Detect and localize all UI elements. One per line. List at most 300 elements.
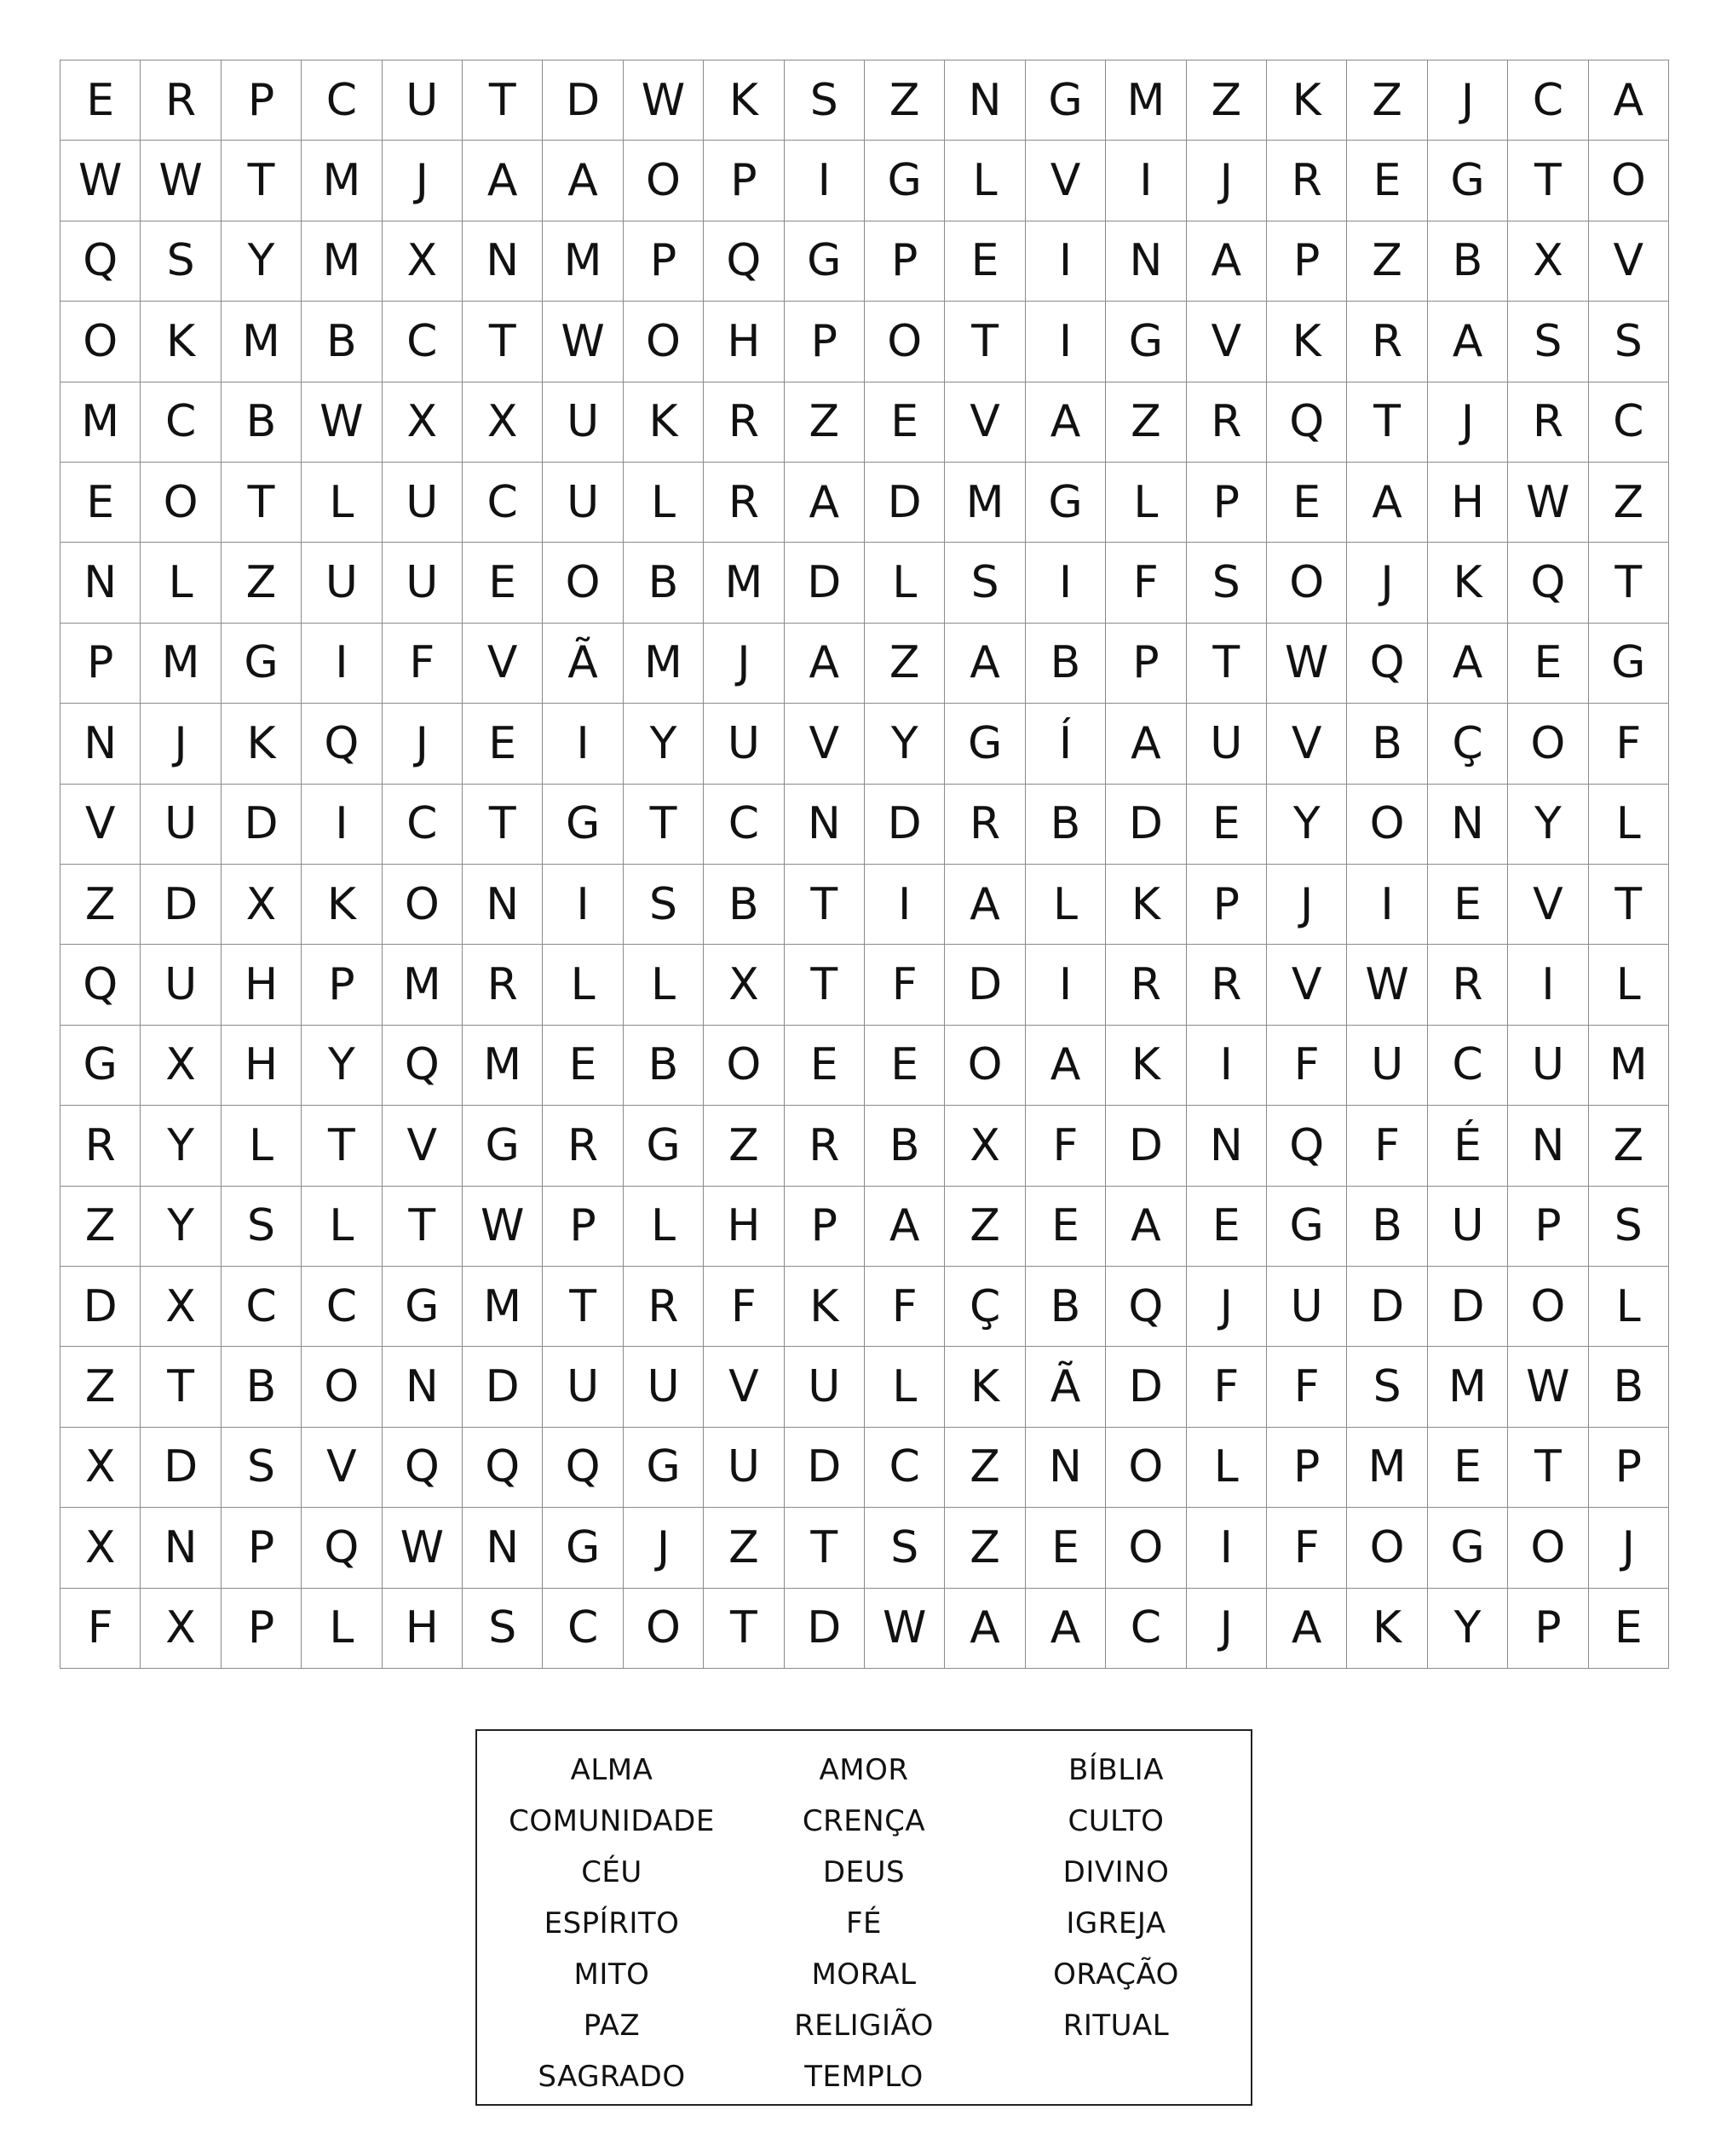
grid-cell[interactable]: H (1428, 463, 1508, 543)
grid-cell[interactable]: O (624, 141, 704, 221)
grid-cell[interactable]: F (865, 945, 945, 1025)
grid-cell[interactable]: K (785, 1267, 865, 1347)
grid-cell[interactable]: I (302, 624, 382, 704)
grid-cell[interactable]: G (945, 704, 1025, 784)
grid-cell[interactable]: D (785, 1428, 865, 1508)
grid-cell[interactable]: T (1589, 543, 1669, 623)
grid-cell[interactable]: R (543, 1106, 623, 1186)
grid-cell[interactable]: X (383, 382, 463, 463)
grid-cell[interactable]: U (624, 1347, 704, 1427)
grid-cell[interactable]: Z (865, 624, 945, 704)
grid-cell[interactable]: B (222, 382, 302, 463)
grid-cell[interactable]: X (383, 221, 463, 302)
grid-cell[interactable]: T (1508, 141, 1588, 221)
grid-cell[interactable]: F (1589, 704, 1669, 784)
grid-cell[interactable]: V (1267, 945, 1347, 1025)
grid-cell[interactable]: A (1267, 1589, 1347, 1669)
grid-cell[interactable]: V (302, 1428, 382, 1508)
grid-cell[interactable]: L (1589, 785, 1669, 865)
grid-cell[interactable]: W (1508, 463, 1588, 543)
grid-cell[interactable]: F (1267, 1508, 1347, 1588)
grid-cell[interactable]: J (1589, 1508, 1669, 1588)
grid-cell[interactable]: J (141, 704, 221, 784)
grid-cell[interactable]: F (865, 1267, 945, 1347)
grid-cell[interactable]: M (1347, 1428, 1427, 1508)
grid-cell[interactable]: A (543, 141, 623, 221)
grid-cell[interactable]: X (463, 382, 543, 463)
grid-cell[interactable]: X (141, 1589, 221, 1669)
grid-cell[interactable]: P (624, 221, 704, 302)
grid-cell[interactable]: P (1187, 463, 1267, 543)
grid-cell[interactable]: Y (222, 221, 302, 302)
grid-cell[interactable]: O (1508, 1508, 1588, 1588)
grid-cell[interactable]: Z (60, 1347, 141, 1427)
grid-cell[interactable]: L (302, 463, 382, 543)
grid-cell[interactable]: F (1347, 1106, 1427, 1186)
grid-cell[interactable]: O (704, 1026, 784, 1106)
grid-cell[interactable]: E (1267, 463, 1347, 543)
grid-cell[interactable]: L (865, 543, 945, 623)
grid-cell[interactable]: B (624, 543, 704, 623)
grid-cell[interactable]: M (302, 221, 382, 302)
grid-cell[interactable]: D (945, 945, 1025, 1025)
grid-cell[interactable]: V (704, 1347, 784, 1427)
grid-cell[interactable]: R (704, 382, 784, 463)
grid-cell[interactable]: U (1187, 704, 1267, 784)
grid-cell[interactable]: O (624, 1589, 704, 1669)
grid-cell[interactable]: O (1508, 1267, 1588, 1347)
grid-cell[interactable]: Y (141, 1106, 221, 1186)
grid-cell[interactable]: R (60, 1106, 141, 1186)
grid-cell[interactable]: Z (1187, 60, 1267, 141)
grid-cell[interactable]: J (1267, 865, 1347, 945)
grid-cell[interactable]: P (222, 60, 302, 141)
grid-cell[interactable]: C (302, 60, 382, 141)
grid-cell[interactable]: K (1106, 1026, 1186, 1106)
grid-cell[interactable]: P (1508, 1589, 1588, 1669)
grid-cell[interactable]: Z (945, 1187, 1025, 1267)
grid-cell[interactable]: U (1508, 1026, 1588, 1106)
grid-cell[interactable]: T (1508, 1428, 1588, 1508)
grid-cell[interactable]: E (463, 704, 543, 784)
grid-cell[interactable]: T (624, 785, 704, 865)
grid-cell[interactable]: T (463, 60, 543, 141)
grid-cell[interactable]: P (1106, 624, 1186, 704)
grid-cell[interactable]: E (1347, 141, 1427, 221)
grid-cell[interactable]: P (865, 221, 945, 302)
grid-cell[interactable]: P (1267, 1428, 1347, 1508)
grid-cell[interactable]: G (543, 1508, 623, 1588)
grid-cell[interactable]: L (624, 463, 704, 543)
grid-cell[interactable]: J (383, 704, 463, 784)
grid-cell[interactable]: E (865, 1026, 945, 1106)
grid-cell[interactable]: Q (1508, 543, 1588, 623)
grid-cell[interactable]: T (785, 945, 865, 1025)
grid-cell[interactable]: N (463, 1508, 543, 1588)
grid-cell[interactable]: O (1508, 704, 1588, 784)
grid-cell[interactable]: C (383, 785, 463, 865)
grid-cell[interactable]: V (1267, 704, 1347, 784)
grid-cell[interactable]: L (222, 1106, 302, 1186)
grid-cell[interactable]: I (865, 865, 945, 945)
grid-cell[interactable]: W (302, 382, 382, 463)
grid-cell[interactable]: L (624, 945, 704, 1025)
grid-cell[interactable]: A (865, 1187, 945, 1267)
grid-cell[interactable]: P (1187, 865, 1267, 945)
grid-cell[interactable]: L (1106, 463, 1186, 543)
grid-cell[interactable]: W (463, 1187, 543, 1267)
grid-cell[interactable]: W (1508, 1347, 1588, 1427)
grid-cell[interactable]: T (302, 1106, 382, 1186)
grid-cell[interactable]: X (141, 1026, 221, 1106)
grid-cell[interactable]: T (543, 1267, 623, 1347)
grid-cell[interactable]: D (1106, 1106, 1186, 1186)
grid-cell[interactable]: S (1508, 302, 1588, 382)
grid-cell[interactable]: V (785, 704, 865, 784)
grid-cell[interactable]: D (1347, 1267, 1427, 1347)
grid-cell[interactable]: D (60, 1267, 141, 1347)
grid-cell[interactable]: A (945, 624, 1025, 704)
grid-cell[interactable]: J (1428, 382, 1508, 463)
grid-cell[interactable]: B (704, 865, 784, 945)
grid-cell[interactable]: N (1106, 221, 1186, 302)
grid-cell[interactable]: O (1106, 1508, 1186, 1588)
grid-cell[interactable]: K (1267, 302, 1347, 382)
grid-cell[interactable]: K (1267, 60, 1347, 141)
grid-cell[interactable]: W (865, 1589, 945, 1669)
grid-cell[interactable]: S (624, 865, 704, 945)
grid-cell[interactable]: E (1508, 624, 1588, 704)
grid-cell[interactable]: L (865, 1347, 945, 1427)
grid-cell[interactable]: O (624, 302, 704, 382)
grid-cell[interactable]: V (463, 624, 543, 704)
grid-cell[interactable]: P (60, 624, 141, 704)
grid-cell[interactable]: A (945, 1589, 1025, 1669)
grid-cell[interactable]: P (1267, 221, 1347, 302)
grid-cell[interactable]: L (302, 1187, 382, 1267)
grid-cell[interactable]: Q (1267, 382, 1347, 463)
grid-cell[interactable]: Y (302, 1026, 382, 1106)
grid-cell[interactable]: D (785, 1589, 865, 1669)
grid-cell[interactable]: M (463, 1267, 543, 1347)
grid-cell[interactable]: Z (865, 60, 945, 141)
grid-cell[interactable]: T (222, 141, 302, 221)
grid-cell[interactable]: B (1026, 624, 1106, 704)
grid-cell[interactable]: H (704, 1187, 784, 1267)
grid-cell[interactable]: F (1026, 1106, 1106, 1186)
grid-cell[interactable]: Q (543, 1428, 623, 1508)
grid-cell[interactable]: G (1267, 1187, 1347, 1267)
grid-cell[interactable]: I (1187, 1026, 1267, 1106)
grid-cell[interactable]: C (1428, 1026, 1508, 1106)
grid-cell[interactable]: W (624, 60, 704, 141)
grid-cell[interactable]: O (1106, 1428, 1186, 1508)
grid-cell[interactable]: M (1428, 1347, 1508, 1427)
grid-cell[interactable]: O (1347, 1508, 1427, 1588)
grid-cell[interactable]: L (302, 1589, 382, 1669)
grid-cell[interactable]: J (383, 141, 463, 221)
grid-cell[interactable]: G (463, 1106, 543, 1186)
grid-cell[interactable]: F (1267, 1347, 1347, 1427)
grid-cell[interactable]: A (1187, 221, 1267, 302)
grid-cell[interactable]: K (945, 1347, 1025, 1427)
grid-cell[interactable]: W (60, 141, 141, 221)
grid-cell[interactable]: U (1267, 1267, 1347, 1347)
grid-cell[interactable]: B (624, 1026, 704, 1106)
grid-cell[interactable]: S (1589, 302, 1669, 382)
grid-cell[interactable]: Q (302, 704, 382, 784)
grid-cell[interactable]: R (624, 1267, 704, 1347)
grid-cell[interactable]: A (1589, 60, 1669, 141)
grid-cell[interactable]: K (704, 60, 784, 141)
grid-cell[interactable]: I (543, 704, 623, 784)
grid-cell[interactable]: C (222, 1267, 302, 1347)
grid-cell[interactable]: E (865, 382, 945, 463)
grid-cell[interactable]: O (543, 543, 623, 623)
grid-cell[interactable]: I (1026, 945, 1106, 1025)
grid-cell[interactable]: P (704, 141, 784, 221)
grid-cell[interactable]: D (141, 1428, 221, 1508)
grid-cell[interactable]: Z (1347, 221, 1427, 302)
grid-cell[interactable]: B (302, 302, 382, 382)
grid-cell[interactable]: N (463, 221, 543, 302)
grid-cell[interactable]: O (1347, 785, 1427, 865)
grid-cell[interactable]: C (302, 1267, 382, 1347)
grid-cell[interactable]: Z (945, 1428, 1025, 1508)
grid-cell[interactable]: L (624, 1187, 704, 1267)
grid-cell[interactable]: E (945, 221, 1025, 302)
grid-cell[interactable]: G (1106, 302, 1186, 382)
grid-cell[interactable]: O (1589, 141, 1669, 221)
grid-cell[interactable]: S (785, 60, 865, 141)
grid-cell[interactable]: E (1428, 865, 1508, 945)
grid-cell[interactable]: R (1508, 382, 1588, 463)
grid-cell[interactable]: M (222, 302, 302, 382)
grid-cell[interactable]: W (1347, 945, 1427, 1025)
grid-cell[interactable]: F (704, 1267, 784, 1347)
grid-cell[interactable]: K (624, 382, 704, 463)
grid-cell[interactable]: G (543, 785, 623, 865)
grid-cell[interactable]: T (222, 463, 302, 543)
grid-cell[interactable]: N (463, 865, 543, 945)
grid-cell[interactable]: Y (141, 1187, 221, 1267)
grid-cell[interactable]: M (543, 221, 623, 302)
grid-cell[interactable]: G (222, 624, 302, 704)
grid-cell[interactable]: R (785, 1106, 865, 1186)
grid-cell[interactable]: W (383, 1508, 463, 1588)
grid-cell[interactable]: Z (704, 1106, 784, 1186)
grid-cell[interactable]: Ç (1428, 704, 1508, 784)
grid-cell[interactable]: Q (60, 945, 141, 1025)
grid-cell[interactable]: B (1589, 1347, 1669, 1427)
grid-cell[interactable]: A (463, 141, 543, 221)
grid-cell[interactable]: V (60, 785, 141, 865)
grid-cell[interactable]: M (383, 945, 463, 1025)
grid-cell[interactable]: T (785, 1508, 865, 1588)
grid-cell[interactable]: Z (785, 382, 865, 463)
grid-cell[interactable]: U (785, 1347, 865, 1427)
grid-cell[interactable]: D (1106, 1347, 1186, 1427)
grid-cell[interactable]: O (141, 463, 221, 543)
grid-cell[interactable]: V (1187, 302, 1267, 382)
grid-cell[interactable]: I (1026, 221, 1106, 302)
grid-cell[interactable]: J (1187, 141, 1267, 221)
grid-cell[interactable]: T (945, 302, 1025, 382)
grid-cell[interactable]: N (785, 785, 865, 865)
grid-cell[interactable]: E (60, 463, 141, 543)
grid-cell[interactable]: W (141, 141, 221, 221)
grid-cell[interactable]: O (1267, 543, 1347, 623)
grid-cell[interactable]: R (1187, 382, 1267, 463)
grid-cell[interactable]: V (1589, 221, 1669, 302)
grid-cell[interactable]: R (1106, 945, 1186, 1025)
grid-cell[interactable]: U (543, 1347, 623, 1427)
grid-cell[interactable]: Q (1267, 1106, 1347, 1186)
grid-cell[interactable]: T (704, 1589, 784, 1669)
grid-cell[interactable]: J (624, 1508, 704, 1588)
grid-cell[interactable]: M (945, 463, 1025, 543)
grid-cell[interactable]: P (1589, 1428, 1669, 1508)
grid-cell[interactable]: X (141, 1267, 221, 1347)
grid-cell[interactable]: J (1187, 1267, 1267, 1347)
grid-cell[interactable]: I (1347, 865, 1427, 945)
grid-cell[interactable]: H (383, 1589, 463, 1669)
grid-cell[interactable]: I (1106, 141, 1186, 221)
grid-cell[interactable]: Y (1267, 785, 1347, 865)
grid-cell[interactable]: A (1347, 463, 1427, 543)
grid-cell[interactable]: R (1187, 945, 1267, 1025)
grid-cell[interactable]: V (383, 1106, 463, 1186)
grid-cell[interactable]: Z (704, 1508, 784, 1588)
grid-cell[interactable]: G (785, 221, 865, 302)
grid-cell[interactable]: U (141, 785, 221, 865)
grid-cell[interactable]: R (1347, 302, 1427, 382)
grid-cell[interactable]: R (1267, 141, 1347, 221)
grid-cell[interactable]: O (302, 1347, 382, 1427)
grid-cell[interactable]: Z (60, 1187, 141, 1267)
grid-cell[interactable]: J (1187, 1589, 1267, 1669)
grid-cell[interactable]: Y (624, 704, 704, 784)
grid-cell[interactable]: O (383, 865, 463, 945)
grid-cell[interactable]: U (543, 382, 623, 463)
grid-cell[interactable]: E (543, 1026, 623, 1106)
grid-cell[interactable]: E (1589, 1589, 1669, 1669)
grid-cell[interactable]: L (1589, 945, 1669, 1025)
grid-cell[interactable]: A (1026, 1026, 1106, 1106)
grid-cell[interactable]: Ã (543, 624, 623, 704)
grid-cell[interactable]: S (141, 221, 221, 302)
grid-cell[interactable]: P (785, 302, 865, 382)
grid-cell[interactable]: H (704, 302, 784, 382)
grid-cell[interactable]: K (302, 865, 382, 945)
grid-cell[interactable]: U (543, 463, 623, 543)
grid-cell[interactable]: N (383, 1347, 463, 1427)
grid-cell[interactable]: P (222, 1508, 302, 1588)
grid-cell[interactable]: F (1267, 1026, 1347, 1106)
grid-cell[interactable]: B (222, 1347, 302, 1427)
grid-cell[interactable]: L (1589, 1267, 1669, 1347)
grid-cell[interactable]: D (543, 60, 623, 141)
grid-cell[interactable]: C (1508, 60, 1588, 141)
grid-cell[interactable]: U (704, 704, 784, 784)
grid-cell[interactable]: K (1428, 543, 1508, 623)
grid-cell[interactable]: S (1187, 543, 1267, 623)
grid-cell[interactable]: D (785, 543, 865, 623)
grid-cell[interactable]: U (383, 543, 463, 623)
grid-cell[interactable]: T (463, 302, 543, 382)
grid-cell[interactable]: S (463, 1589, 543, 1669)
grid-cell[interactable]: Q (704, 221, 784, 302)
grid-cell[interactable]: F (1187, 1347, 1267, 1427)
grid-cell[interactable]: E (60, 60, 141, 141)
grid-cell[interactable]: T (1347, 382, 1427, 463)
grid-cell[interactable]: L (945, 141, 1025, 221)
grid-cell[interactable]: Q (60, 221, 141, 302)
grid-cell[interactable]: P (785, 1187, 865, 1267)
grid-cell[interactable]: A (785, 463, 865, 543)
grid-cell[interactable]: D (865, 785, 945, 865)
grid-cell[interactable]: A (1026, 382, 1106, 463)
grid-cell[interactable]: Ã (1026, 1347, 1106, 1427)
grid-cell[interactable]: G (624, 1428, 704, 1508)
grid-cell[interactable]: Ç (945, 1267, 1025, 1347)
grid-cell[interactable]: U (704, 1428, 784, 1508)
grid-cell[interactable]: J (1347, 543, 1427, 623)
grid-cell[interactable]: I (1187, 1508, 1267, 1588)
grid-cell[interactable]: N (1026, 1428, 1106, 1508)
grid-cell[interactable]: R (1428, 945, 1508, 1025)
grid-cell[interactable]: D (1428, 1267, 1508, 1347)
grid-cell[interactable]: B (1428, 221, 1508, 302)
grid-cell[interactable]: A (1106, 1187, 1186, 1267)
grid-cell[interactable]: Z (222, 543, 302, 623)
grid-cell[interactable]: R (463, 945, 543, 1025)
grid-cell[interactable]: H (222, 945, 302, 1025)
grid-cell[interactable]: Q (383, 1026, 463, 1106)
grid-cell[interactable]: J (1428, 60, 1508, 141)
grid-cell[interactable]: Z (1589, 463, 1669, 543)
grid-cell[interactable]: P (543, 1187, 623, 1267)
grid-cell[interactable]: C (463, 463, 543, 543)
grid-cell[interactable]: S (865, 1508, 945, 1588)
grid-cell[interactable]: N (60, 704, 141, 784)
grid-cell[interactable]: O (945, 1026, 1025, 1106)
grid-cell[interactable]: Q (463, 1428, 543, 1508)
grid-cell[interactable]: L (1026, 865, 1106, 945)
grid-cell[interactable]: M (302, 141, 382, 221)
grid-cell[interactable]: T (383, 1187, 463, 1267)
grid-cell[interactable]: S (1347, 1347, 1427, 1427)
grid-cell[interactable]: N (141, 1508, 221, 1588)
grid-cell[interactable]: E (1428, 1428, 1508, 1508)
grid-cell[interactable]: M (1106, 60, 1186, 141)
grid-cell[interactable]: K (141, 302, 221, 382)
grid-cell[interactable]: K (222, 704, 302, 784)
grid-cell[interactable]: O (865, 302, 945, 382)
grid-cell[interactable]: O (60, 302, 141, 382)
grid-cell[interactable]: Z (1347, 60, 1427, 141)
grid-cell[interactable]: G (624, 1106, 704, 1186)
grid-cell[interactable]: B (1347, 1187, 1427, 1267)
grid-cell[interactable]: D (141, 865, 221, 945)
grid-cell[interactable]: T (141, 1347, 221, 1427)
grid-cell[interactable]: M (141, 624, 221, 704)
grid-cell[interactable]: G (865, 141, 945, 221)
grid-cell[interactable]: E (1187, 785, 1267, 865)
grid-cell[interactable]: R (704, 463, 784, 543)
grid-cell[interactable]: V (1026, 141, 1106, 221)
grid-cell[interactable]: S (222, 1428, 302, 1508)
